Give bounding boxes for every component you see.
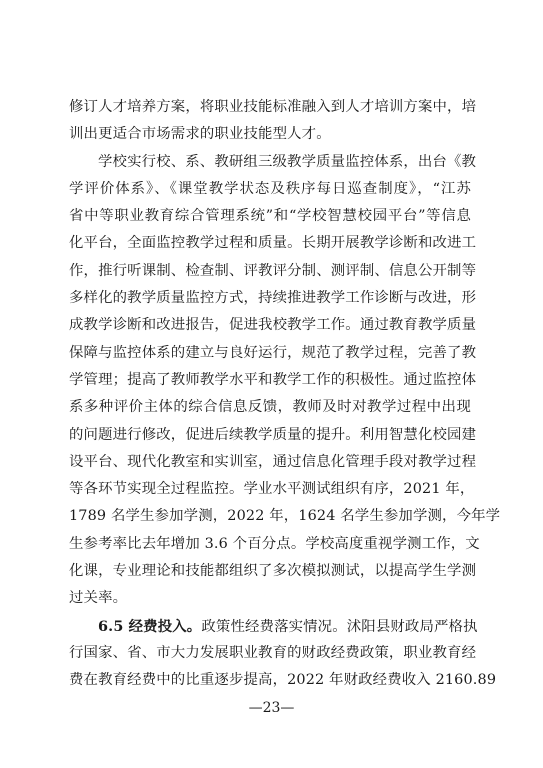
text-line: 省中等职业教育综合管理系统”和“学校智慧校园平台”等信息 bbox=[69, 208, 471, 225]
text-line: 多样化的教学质量监控方式，持续推进教学工作诊断与改进，形 bbox=[69, 290, 477, 307]
text-line: 成教学诊断和改进报告，促进我校教学工作。通过教育教学质量 bbox=[69, 317, 477, 334]
body-text bbox=[69, 94, 501, 695]
text-line: 的问题进行修改，促进后续教学质量的提升。利用智慧化校园建 bbox=[69, 426, 477, 443]
section-heading: 6.5 经费投入。 bbox=[98, 617, 202, 635]
text-line: 训出更适合市场需求的职业技能型人才。 bbox=[69, 126, 331, 143]
text-line: 保障与监控体系的建立与良好运行，规范了教学过程，完善了教 bbox=[69, 344, 477, 361]
text-line: 化课，专业理论和技能都组织了多次模拟测试，以提高学生学测 bbox=[69, 563, 477, 580]
text-line: 行国家、省、市大力发展职业教育的财政经费政策，职业教育经 bbox=[69, 644, 477, 661]
paragraph bbox=[69, 94, 477, 149]
text-line: 系多种评价主体的综合信息反馈，教师及时对教学过程中出现 bbox=[69, 399, 471, 416]
text-line: 费在教育经费中的比重逐步提高，2022 年财政经费收入 2160.89 bbox=[69, 672, 497, 689]
text-line: 学校实行校、系、教研组三级教学质量监控体系，出台《教 bbox=[98, 153, 477, 170]
text-line: 作，推行听课制、检查制、评教评分制、测评制、信息公开制等 bbox=[69, 262, 477, 279]
text-line: 生参考率比去年增加 3.6 个百分点。学校高度重视学测工作，文 bbox=[69, 535, 480, 552]
text-line: 学评价体系》、《课堂教学状态及秩序每日巡查制度》，“江苏 bbox=[69, 180, 471, 197]
page-number: —23— bbox=[248, 700, 295, 716]
text-line bbox=[69, 613, 478, 640]
paragraph bbox=[69, 149, 501, 613]
text-line: 1789 名学生参加学测，2022 年，1624 名学生参加学测，今年学 bbox=[69, 508, 501, 525]
text-line: 化平台，全面监控教学过程和质量。长期开展教学诊断和改进工 bbox=[69, 235, 477, 252]
text-run: 政策性经费落实情况。沭阳县财政局严格执 bbox=[201, 618, 478, 635]
text-line: 设平台、现代化教室和实训室，通过信息化管理手段对教学过程 bbox=[69, 453, 477, 470]
text-line: 等各环节实现全过程监控。学业水平测试组织有序，2021 年， bbox=[69, 481, 475, 498]
text-line: 过关率。 bbox=[69, 590, 128, 607]
paragraph bbox=[69, 613, 497, 695]
text-line: 修订人才培养方案，将职业技能标准融入到人才培训方案中，培 bbox=[69, 99, 477, 115]
text-line: 学管理；提高了教师教学水平和教学工作的积极性。通过监控体 bbox=[69, 371, 477, 388]
